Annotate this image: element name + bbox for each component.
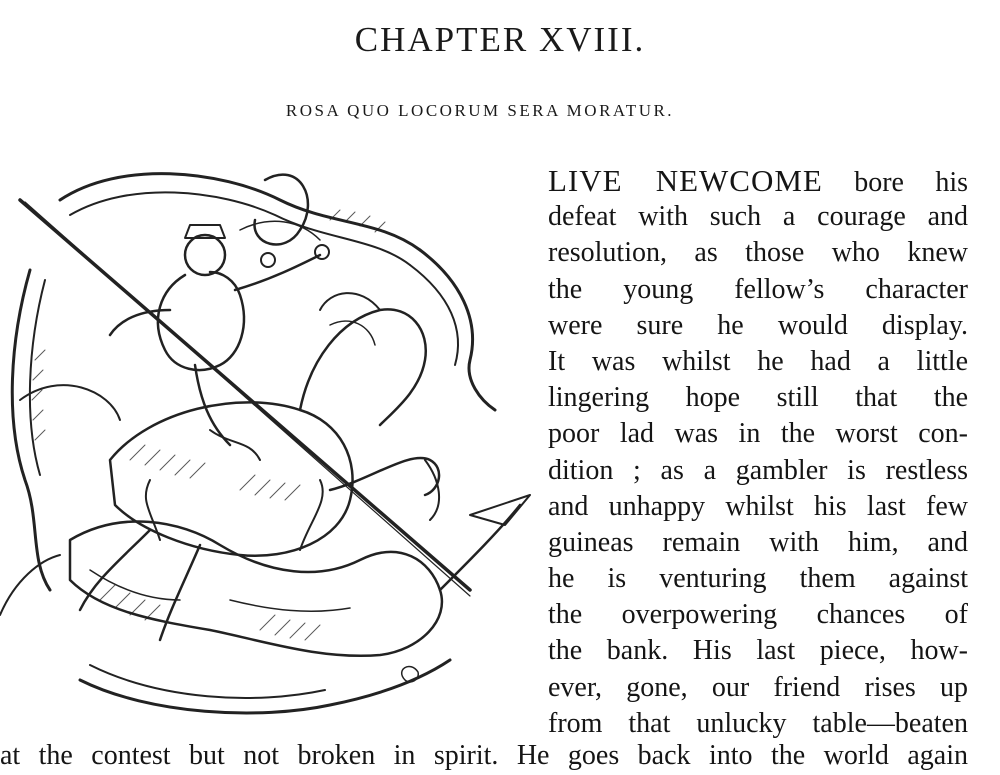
body-line-4: the young fellow’s character bbox=[548, 273, 968, 305]
body-bottom-line: at the contest but not broken in spirit. He goes back into the world again bbox=[0, 740, 968, 771]
st-george-dragon-illustration bbox=[0, 160, 540, 720]
body-line-15: ever, gone, our friend rises up bbox=[548, 671, 968, 703]
body-line-12: he is venturing them against bbox=[548, 563, 968, 595]
body-line-7: lingering hope still that the bbox=[548, 382, 968, 414]
body-line-16: from that unlucky table—beaten bbox=[548, 707, 968, 739]
body-line-3: resolution, as those who knew bbox=[548, 237, 968, 269]
body-line-8: poor lad was in the worst con- bbox=[548, 418, 968, 450]
body-line-1-text: bore his bbox=[822, 167, 968, 198]
body-column bbox=[548, 163, 968, 742]
body-line-6: It was whilst he had a little bbox=[548, 345, 968, 377]
chapter-title: CHAPTER XVIII. bbox=[354, 20, 646, 59]
body-line-14: the bank. His last piece, how- bbox=[548, 635, 968, 667]
body-line-13: the overpowering chances of bbox=[548, 599, 968, 631]
body-line-5: were sure he would display. bbox=[548, 309, 968, 341]
body-line-2: defeat with such a courage and bbox=[548, 201, 968, 233]
body-line-9: dition ; as a gambler is restless bbox=[548, 454, 968, 486]
body-line-1 bbox=[548, 163, 968, 199]
body-line-11: guineas remain with him, and bbox=[548, 526, 968, 558]
chapter-epigraph: ROSA QUO LOCORUM SERA MORATUR. bbox=[285, 101, 675, 120]
lead-words: LIVE NEWCOME bbox=[548, 163, 823, 198]
st-george-slaying-dragon-icon bbox=[0, 160, 540, 720]
body-line-10: and unhappy whilst his last few bbox=[548, 490, 968, 522]
